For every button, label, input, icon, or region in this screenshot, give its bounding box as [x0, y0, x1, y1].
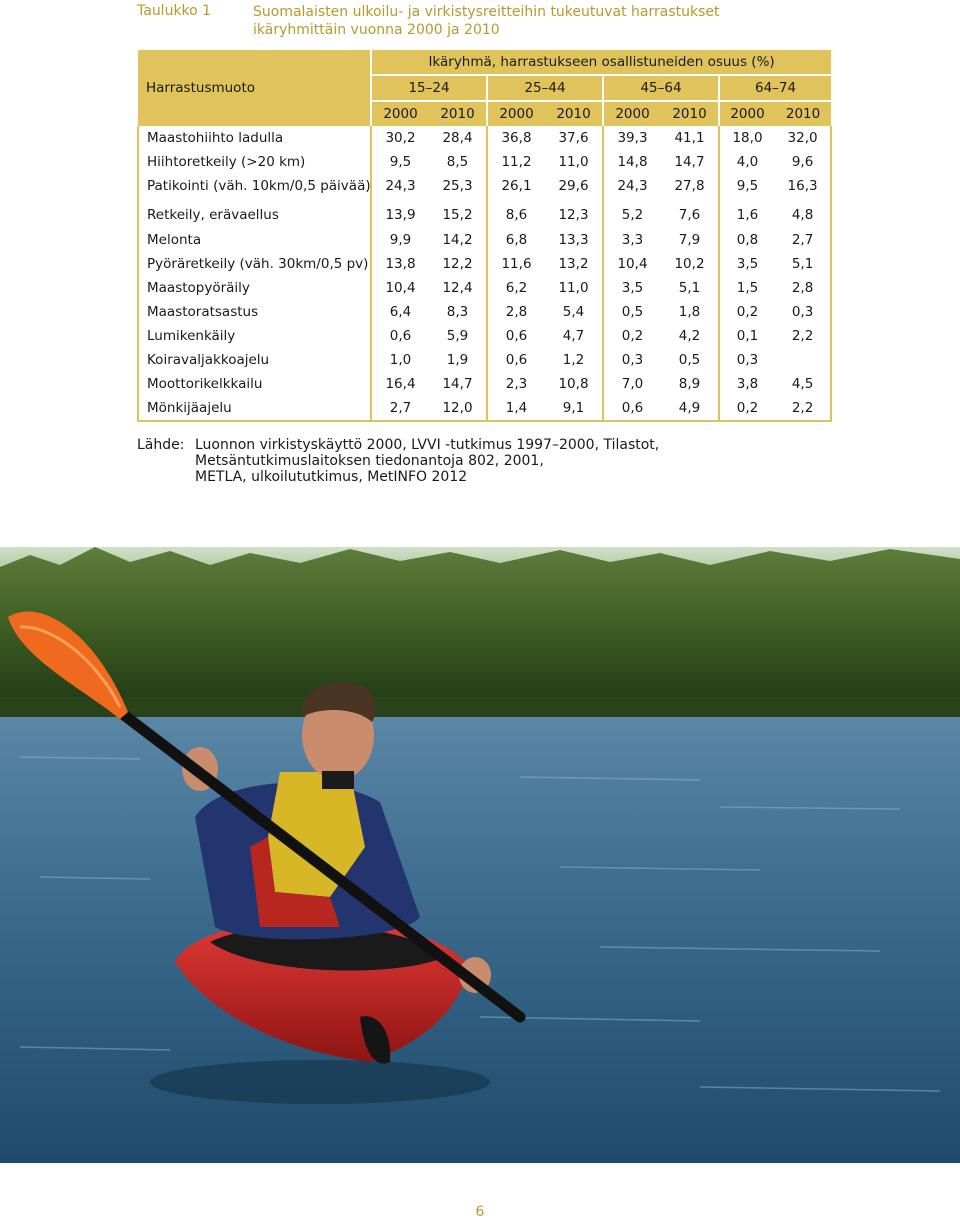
value-cell: 2,2 [775, 324, 831, 348]
value-cell: 10,2 [674, 256, 705, 272]
value-cell: 11,6 [487, 252, 545, 276]
value-cell: 4,9 [661, 396, 719, 421]
value-cell: 27,8 [674, 178, 705, 194]
value-cell: 0,2 [719, 396, 775, 421]
value-cell: 9,9 [389, 232, 412, 248]
table-row [138, 228, 831, 252]
value-cell: 13,3 [558, 232, 589, 248]
value-cell: 13,9 [385, 207, 416, 223]
value-cell: 1,4 [487, 396, 545, 421]
activity-name: Mönkijäajelu [138, 396, 371, 421]
row-header: Harrastusmuoto [138, 50, 371, 126]
source-line: METLA, ulkoilututkimus, MetINFO 2012 [195, 469, 468, 485]
value-cell: 5,1 [678, 280, 701, 296]
table-body [138, 126, 831, 421]
value-cell: 0,3 [719, 348, 775, 372]
value-cell [775, 348, 831, 372]
activity-name: Lumikenkäily [138, 324, 371, 348]
table-row [138, 396, 831, 421]
value-cell: 5,4 [562, 304, 585, 320]
age-group-header: 64–74 [719, 75, 831, 101]
value-cell: 0,5 [678, 352, 701, 368]
value-cell: 5,9 [446, 328, 469, 344]
value-cell: 8,9 [678, 376, 701, 392]
value-cell: 14,8 [603, 150, 661, 174]
value-cell: 16,4 [385, 376, 416, 392]
source-line: Luonnon virkistyskäyttö 2000, LVVI -tutkimus 1997–2000, Tilastot, [195, 437, 660, 453]
activity-name: Hiihtoretkeily (>20 km) [138, 150, 371, 174]
value-cell: 0,6 [487, 324, 545, 348]
table-row [138, 126, 831, 150]
age-group-header: 15–24 [371, 75, 487, 101]
value-cell: 1,0 [389, 352, 412, 368]
value-cell: 0,2 [603, 324, 661, 348]
value-cell: 12,4 [442, 280, 473, 296]
value-cell: 1,9 [446, 352, 469, 368]
value-cell: 3,5 [719, 252, 775, 276]
value-cell: 12,2 [442, 256, 473, 272]
value-cell: 8,3 [446, 304, 469, 320]
value-cell: 1,8 [678, 304, 701, 320]
value-cell: 13,8 [385, 256, 416, 272]
value-cell: 14,2 [442, 232, 473, 248]
value-cell: 28,4 [442, 130, 473, 146]
year-header: 2000 [603, 101, 661, 126]
value-cell: 0,6 [603, 396, 661, 421]
value-cell: 6,2 [487, 276, 545, 300]
age-group-header: 25–44 [487, 75, 603, 101]
value-cell: 1,2 [562, 352, 585, 368]
source-line: Metsäntutkimuslaitoksen tiedonantoja 802, 2001, [195, 453, 544, 469]
activity-name: Moottorikelkkailu [138, 372, 371, 396]
value-cell: 7,9 [678, 232, 701, 248]
table-row [138, 324, 831, 348]
value-cell: 1,6 [719, 198, 775, 228]
value-cell: 4,2 [678, 328, 701, 344]
value-cell: 0,5 [603, 300, 661, 324]
value-cell: 29,6 [558, 178, 589, 194]
activity-name: Maastopyöräily [138, 276, 371, 300]
value-cell: 14,7 [442, 376, 473, 392]
value-cell: 4,0 [719, 150, 775, 174]
value-cell: 10,4 [385, 280, 416, 296]
year-header: 2010 [545, 101, 603, 126]
value-cell: 0,6 [487, 348, 545, 372]
value-cell: 5,1 [775, 252, 831, 276]
value-cell: 2,7 [775, 228, 831, 252]
value-cell: 24,3 [385, 178, 416, 194]
table-row [138, 174, 831, 198]
value-cell: 12,3 [558, 207, 589, 223]
value-cell: 2,3 [487, 372, 545, 396]
kayaker-photo [0, 547, 960, 1163]
value-cell: 4,7 [562, 328, 585, 344]
value-cell: 11,0 [558, 154, 589, 170]
value-cell: 1,5 [719, 276, 775, 300]
value-cell: 10,8 [558, 376, 589, 392]
value-cell: 2,7 [371, 396, 429, 421]
value-cell: 6,4 [389, 304, 412, 320]
value-cell: 3,5 [603, 276, 661, 300]
value-cell: 25,3 [442, 178, 473, 194]
activity-name: Maastohiihto ladulla [138, 126, 371, 150]
value-cell: 0,6 [389, 328, 412, 344]
table-row [138, 198, 831, 228]
value-cell: 8,6 [487, 198, 545, 228]
value-cell: 16,3 [775, 174, 831, 198]
value-cell: 30,2 [385, 130, 416, 146]
table-row [138, 300, 831, 324]
source-text [195, 437, 755, 485]
value-cell: 13,2 [558, 256, 589, 272]
value-cell: 7,0 [603, 372, 661, 396]
group-header: Ikäryhmä, harrastukseen osallistuneiden osuus (%) [371, 50, 831, 75]
page-number: 6 [475, 1204, 485, 1220]
year-header: 2000 [371, 101, 429, 126]
value-cell: 37,6 [558, 130, 589, 146]
value-cell: 4,5 [775, 372, 831, 396]
value-cell: 11,0 [558, 280, 589, 296]
value-cell: 2,8 [775, 276, 831, 300]
table-row [138, 252, 831, 276]
value-cell: 3,8 [719, 372, 775, 396]
year-header: 2010 [661, 101, 719, 126]
year-header: 2000 [487, 101, 545, 126]
value-cell: 4,8 [775, 198, 831, 228]
table-caption-label: Taulukko 1 [137, 3, 212, 19]
activity-name: Melonta [138, 228, 371, 252]
value-cell: 0,2 [719, 300, 775, 324]
activity-name: Patikointi (väh. 10km/0,5 päivää) [138, 174, 371, 198]
value-cell: 0,3 [603, 348, 661, 372]
value-cell: 36,8 [487, 126, 545, 150]
value-cell: 26,1 [487, 174, 545, 198]
value-cell: 32,0 [775, 126, 831, 150]
value-cell: 39,3 [603, 126, 661, 150]
activities-table [137, 50, 832, 422]
table-row [138, 150, 831, 174]
value-cell: 24,3 [603, 174, 661, 198]
value-cell: 5,2 [603, 198, 661, 228]
value-cell: 9,5 [719, 174, 775, 198]
value-cell: 9,1 [545, 396, 603, 421]
year-header: 2000 [719, 101, 775, 126]
value-cell: 15,2 [442, 207, 473, 223]
value-cell: 3,3 [603, 228, 661, 252]
activity-name: Retkeily, erävaellus [138, 198, 371, 228]
value-cell: 12,0 [429, 396, 487, 421]
year-header: 2010 [429, 101, 487, 126]
table-row [138, 276, 831, 300]
value-cell: 6,8 [487, 228, 545, 252]
value-cell: 9,6 [775, 150, 831, 174]
activity-name: Koiravaljakkoajelu [138, 348, 371, 372]
value-cell: 7,6 [678, 207, 701, 223]
value-cell: 14,7 [674, 154, 705, 170]
value-cell: 0,1 [719, 324, 775, 348]
value-cell: 2,8 [487, 300, 545, 324]
source-label: Lähde: [137, 437, 185, 453]
value-cell: 41,1 [674, 130, 705, 146]
value-cell: 2,2 [775, 396, 831, 421]
year-header: 2010 [775, 101, 831, 126]
value-cell: 18,0 [719, 126, 775, 150]
value-cell: 0,3 [775, 300, 831, 324]
value-cell: 0,8 [719, 228, 775, 252]
value-cell: 10,4 [603, 252, 661, 276]
value-cell: 9,5 [389, 154, 412, 170]
value-cell: 11,2 [487, 150, 545, 174]
activity-name: Pyöräretkeily (väh. 30km/0,5 pv) [138, 252, 371, 276]
table-row [138, 348, 831, 372]
table-row [138, 372, 831, 396]
table-caption-title: Suomalaisten ulkoilu- ja virkistysreitteihin tukeutuvat harrastukset ikäryhmittäin vuonna 2000 ja 2010 [253, 4, 720, 38]
value-cell: 8,5 [446, 154, 469, 170]
age-group-header: 45–64 [603, 75, 719, 101]
activity-name: Maastoratsastus [138, 300, 371, 324]
